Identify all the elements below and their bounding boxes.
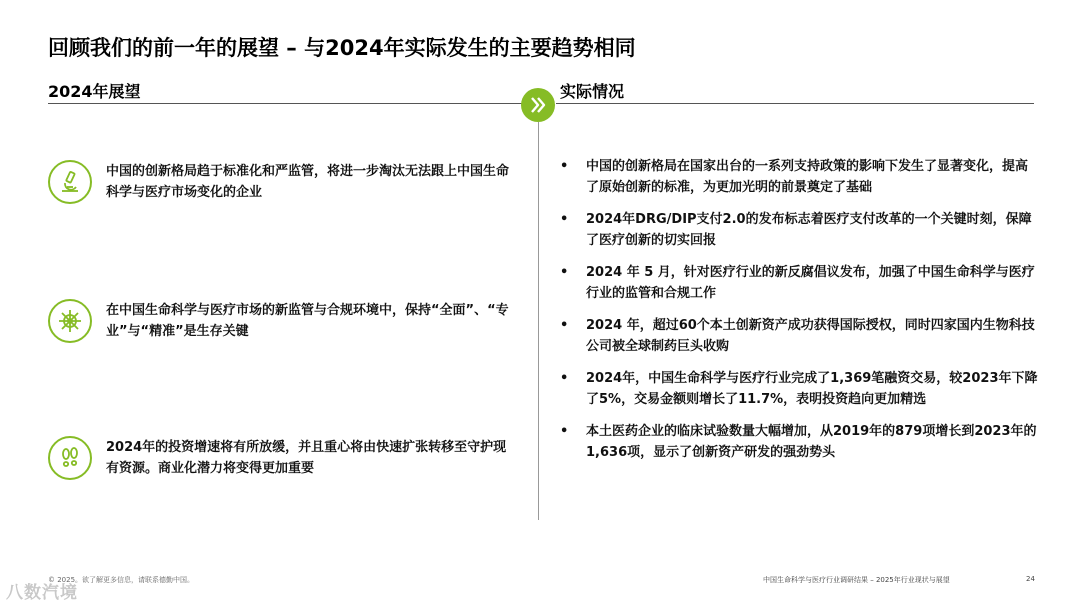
outlook-item <box>48 299 518 343</box>
actual-bullet-list <box>560 156 1038 474</box>
outlook-heading-rule <box>48 103 522 104</box>
outlook-item <box>48 160 518 204</box>
page-number: 24 <box>1026 575 1035 583</box>
double-chevron-right-icon <box>521 88 555 122</box>
outlook-item <box>48 436 518 480</box>
actual-bullet: • 2024 年 5 月，针对医疗行业的新反腐倡议发布，加强了中国生命科学与医疗行业的监管和合规工作 <box>560 262 1038 304</box>
actual-bullet: • 中国的创新格局在国家出台的一系列支持政策的影响下发生了显著变化，提高了原始创新的标准，为更加光明的前景奠定了基础 <box>560 156 1038 198</box>
watermark: 八数汽境 <box>6 583 78 603</box>
ship-wheel-icon <box>48 299 92 343</box>
actual-bullet: • 本土医药企业的临床试验数量大幅增加，从2019年的879项增长到2023年的1,636项，显示了创新资产研发的强劲势头 <box>560 421 1038 463</box>
actual-bullet: • 2024年DRG/DIP支付2.0的发布标志着医疗支付改革的一个关键时刻，保障了医疗创新的切实回报 <box>560 209 1038 251</box>
microscope-icon <box>48 160 92 204</box>
actual-bullet: • 2024 年，超过60个本土创新资产成功获得国际授权，同时四家国内生物科技公司被全球制药巨头收购 <box>560 315 1038 357</box>
actual-bullet: • 2024年，中国生命科学与医疗行业完成了1,369笔融资交易，较2023年下降了5%，交易金额则增长了11.7%，表明投资趋向更加精选 <box>560 368 1038 410</box>
outlook-item-text: 2024年的投资增速将有所放缓，并且重心将由快速扩张转移至守护现有资源。商业化潜力将变得更加重要 <box>106 440 507 476</box>
outlook-item-text: 中国的创新格局趋于标准化和严监管，将进一步淘汰无法跟上中国生命科学与医疗市场变化的企业 <box>106 164 510 200</box>
page-title: 回顾我们的前一年的展望 – 与2024年实际发生的主要趋势相同 <box>48 36 636 60</box>
actual-heading-rule <box>556 103 1034 104</box>
outlook-item-text: 在中国生命科学与医疗市场的新监管与合规环境中，保持“全面”、“专业”与“精准”是生存关键 <box>106 303 509 339</box>
actual-heading: 实际情况 <box>560 82 625 101</box>
footer-report-title: 中国生命科学与医疗行业调研结果 – 2025年行业现状与展望 <box>763 576 950 584</box>
footer-copyright: © 2025。欲了解更多信息，请联系德勤中国。 <box>48 576 195 584</box>
column-divider <box>538 122 539 520</box>
outlook-heading: 2024年展望 <box>48 82 141 101</box>
footprints-icon <box>48 436 92 480</box>
